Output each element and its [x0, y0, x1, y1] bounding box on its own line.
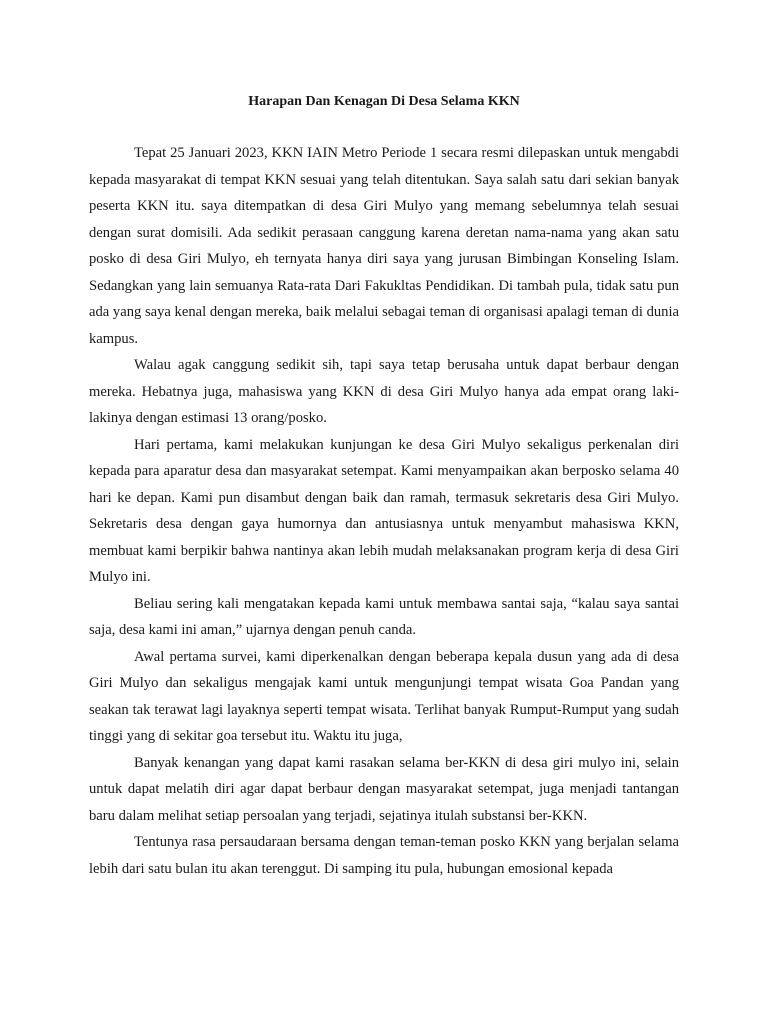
paragraph-1: Tepat 25 Januari 2023, KKN IAIN Metro Periode 1 secara resmi dilepaskan untuk mengabdi kepada masyarakat di tempat KKN sesuai yang telah ditentukan. Saya salah satu dari sekian banyak peserta KKN itu. saya ditempatkan di desa Giri Mulyo yang memang sebelumnya telah sesuai dengan surat domisili. Ada sedikit perasaan canggung karena deretan nama-nama yang akan satu posko di desa Giri Mulyo, eh ternyata hanya diri saya yang jurusan Bimbingan Konseling Islam. Sedangkan yang lain semuanya Rata-rata Dari Fakukltas Pendidikan. Di tambah pula, tidak satu pun ada yang saya kenal dengan mereka, baik melalui sebagai teman di organisasi apalagi teman di dunia kampus. [89, 145, 679, 347]
paragraph-2: Walau agak canggung sedikit sih, tapi saya tetap berusaha untuk dapat berbaur dengan mereka. Hebatnya juga, mahasiswa yang KKN di desa Giri Mulyo hanya ada empat orang laki-lakinya dengan estimasi 13 orang/posko. [89, 357, 679, 426]
paragraph-4: Beliau sering kali mengatakan kepada kami untuk membawa santai saja, “kalau saya santai saja, desa kami ini aman,” ujarnya dengan penuh canda. [89, 595, 679, 638]
document-body [89, 90, 679, 882]
paragraph-7: Tentunya rasa persaudaraan bersama dengan teman-teman posko KKN yang berjalan selama lebih dari satu bulan itu akan terenggut. Di samping itu pula, hubungan emosional kepada [89, 834, 679, 877]
document-title: Harapan Dan Kenagan Di Desa Selama KKN [248, 94, 520, 109]
paragraph-5: Awal pertama survei, kami diperkenalkan dengan beberapa kepala dusun yang ada di desa Giri Mulyo dan sekaligus mengajak kami untuk mengunjungi tempat wisata Goa Pandan yang seakan tak terawat lagi layaknya seperti tempat wisata. Terlihat banyak Rumput-Rumput yang sudah tinggi yang di sekitar goa tersebut itu. Waktu itu juga, [89, 648, 679, 744]
paragraph-3: Hari pertama, kami melakukan kunjungan ke desa Giri Mulyo sekaligus perkenalan diri kepada para aparatur desa dan masyarakat setempat. Kami menyampaikan akan berposko selama 40 hari ke depan. Kami pun disambut dengan baik dan ramah, termasuk sekretaris desa Giri Mulyo. Sekretaris desa dengan gaya humornya dan antusiasnya untuk menyambut mahasiswa KKN, membuat kami berpikir bahwa nantinya akan lebih mudah melaksanakan program kerja di desa Giri Mulyo ini. [89, 436, 679, 585]
paragraph-6: Banyak kenangan yang dapat kami rasakan selama ber-KKN di desa giri mulyo ini, selain untuk dapat melatih diri agar dapat berbaur dengan masyarakat setempat, juga menjadi tantangan baru dalam melihat setiap persoalan yang terjadi, sejatinya itulah substansi ber-KKN. [89, 754, 679, 824]
